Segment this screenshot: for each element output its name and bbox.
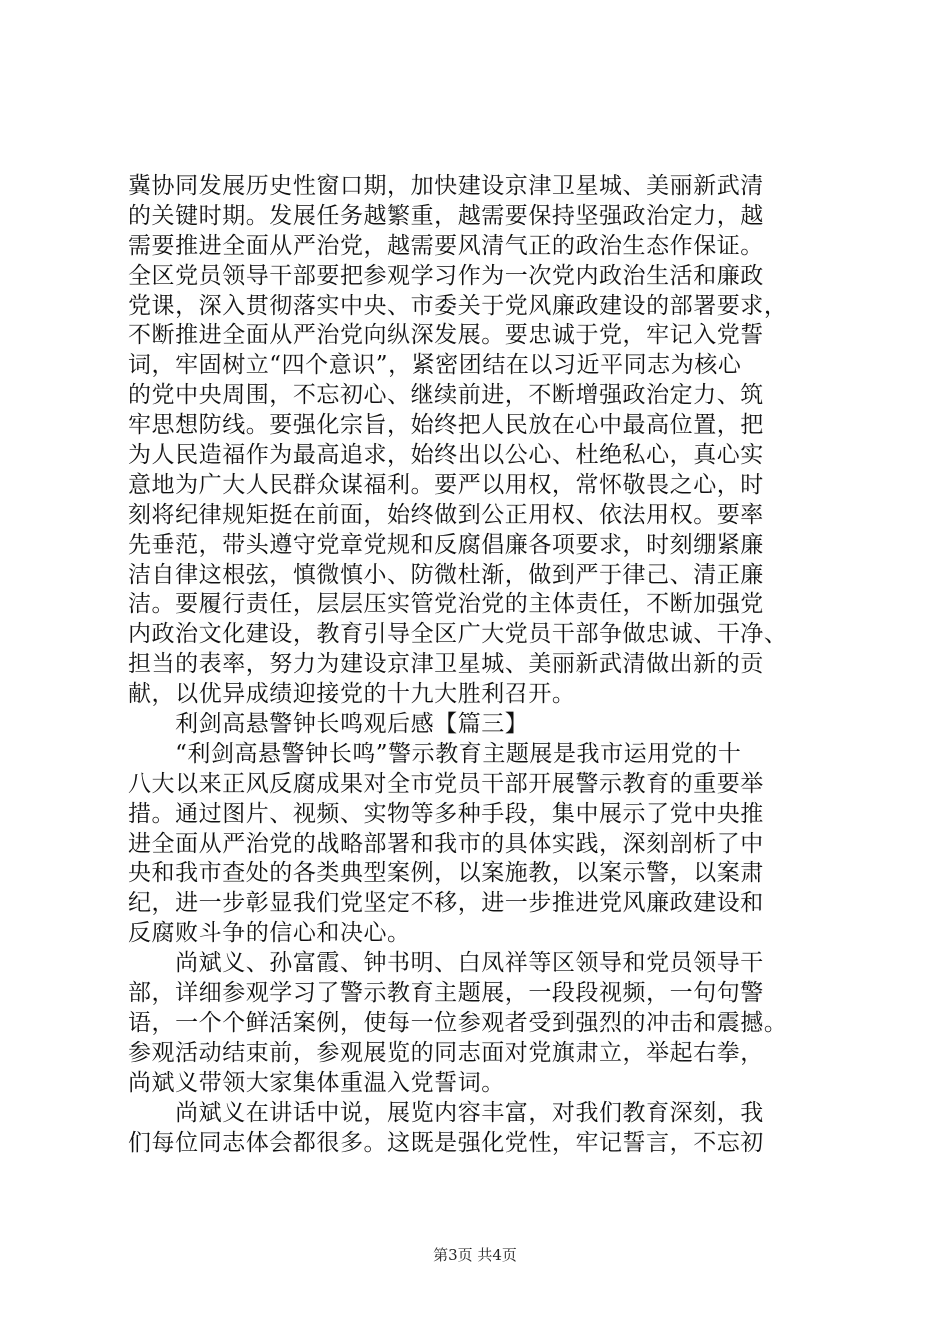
text-line: 牢思想防线。要强化宗旨，始终把人民放在心中最高位置，把 (128, 412, 764, 439)
text-line: 八大以来正风反腐成果对全市党员干部开展警示教育的重要举 (128, 770, 764, 797)
text-line: 尚斌义在讲话中说，展览内容丰富，对我们教育深刻，我 (128, 1099, 764, 1126)
text-line: 意地为广大人民群众谋福利。要严以用权，常怀敬畏之心，时 (128, 471, 764, 498)
text-line: 洁。要履行责任，层层压实管党治党的主体责任，不断加强党 (128, 591, 764, 618)
text-line: 尚斌义带领大家集体重温入党誓词。 (128, 1069, 505, 1096)
text-line: 进全面从严治党的战略部署和我市的具体实践，深刻剖析了中 (128, 830, 764, 857)
text-line: 全区党员领导干部要把参观学习作为一次党内政治生活和廉政 (128, 262, 764, 289)
text-line: 词，牢固树立“四个意识”，紧密团结在以习近平同志为核心 (128, 352, 742, 379)
text-line: 反腐败斗争的信心和决心。 (128, 920, 411, 947)
text-line: 纪，进一步彰显我们党坚定不移，进一步推进党风廉政建设和 (128, 890, 764, 917)
text-line: 需要推进全面从严治党，越需要风清气正的政治生态作保证。 (128, 232, 764, 259)
text-line: 内政治文化建设，教育引导全区广大党员干部争做忠诚、干净、 (128, 621, 788, 648)
text-line: 尚斌义、孙富霞、钟书明、白凤祥等区领导和党员领导干 (128, 950, 764, 977)
text-line: 刻将纪律规矩挺在前面，始终做到公正用权、依法用权。要率 (128, 501, 764, 528)
text-line: 语，一个个鲜活案例，使每一位参观者受到强烈的冲击和震撼。 (128, 1009, 788, 1036)
text-line: 部，详细参观学习了警示教育主题展，一段段视频，一句句警 (128, 980, 764, 1007)
text-line: 献，以优异成绩迎接党的十九大胜利召开。 (128, 681, 576, 708)
text-line: 参观活动结束前，参观展览的同志面对党旗肃立，举起右拳， (128, 1039, 764, 1066)
page-footer: 第3页 共4页 (433, 1246, 517, 1264)
text-line: 措。通过图片、视频、实物等多种手段，集中展示了党中央推 (128, 800, 764, 827)
text-line: 央和我市查处的各类典型案例，以案施教，以案示警，以案肃 (128, 860, 764, 887)
text-line: 洁自律这根弦，慎微慎小、防微杜渐，做到严于律己、清正廉 (128, 561, 764, 588)
text-line: 担当的表率，努力为建设京津卫星城、美丽新武清做出新的贡 (128, 651, 764, 678)
text-line: 不断推进全面从严治党向纵深发展。要忠诚于党，牢记入党誓 (128, 322, 764, 349)
text-line: 为人民造福作为最高追求，始终出以公心、杜绝私心，真心实 (128, 442, 764, 469)
text-line: 先垂范，带头遵守党章党规和反腐倡廉各项要求，时刻绷紧廉 (128, 531, 764, 558)
text-line: 们每位同志体会都很多。这既是强化党性，牢记誓言，不忘初 (128, 1129, 764, 1156)
text-line: 党课，深入贯彻落实中央、市委关于党风廉政建设的部署要求， (128, 292, 788, 319)
text-line: “利剑高悬警钟长鸣”警示教育主题展是我市运用党的十 (128, 740, 742, 767)
text-line: 的党中央周围，不忘初心、继续前进，不断增强政治定力、筑 (128, 382, 764, 409)
body-text (128, 172, 834, 1158)
text-line: 利剑高悬警钟长鸣观后感【篇三】 (128, 711, 529, 738)
text-line: 冀协同发展历史性窗口期，加快建设京津卫星城、美丽新武清 (128, 173, 764, 199)
text-line: 的关键时期。发展任务越繁重，越需要保持坚强政治定力，越 (128, 202, 764, 229)
